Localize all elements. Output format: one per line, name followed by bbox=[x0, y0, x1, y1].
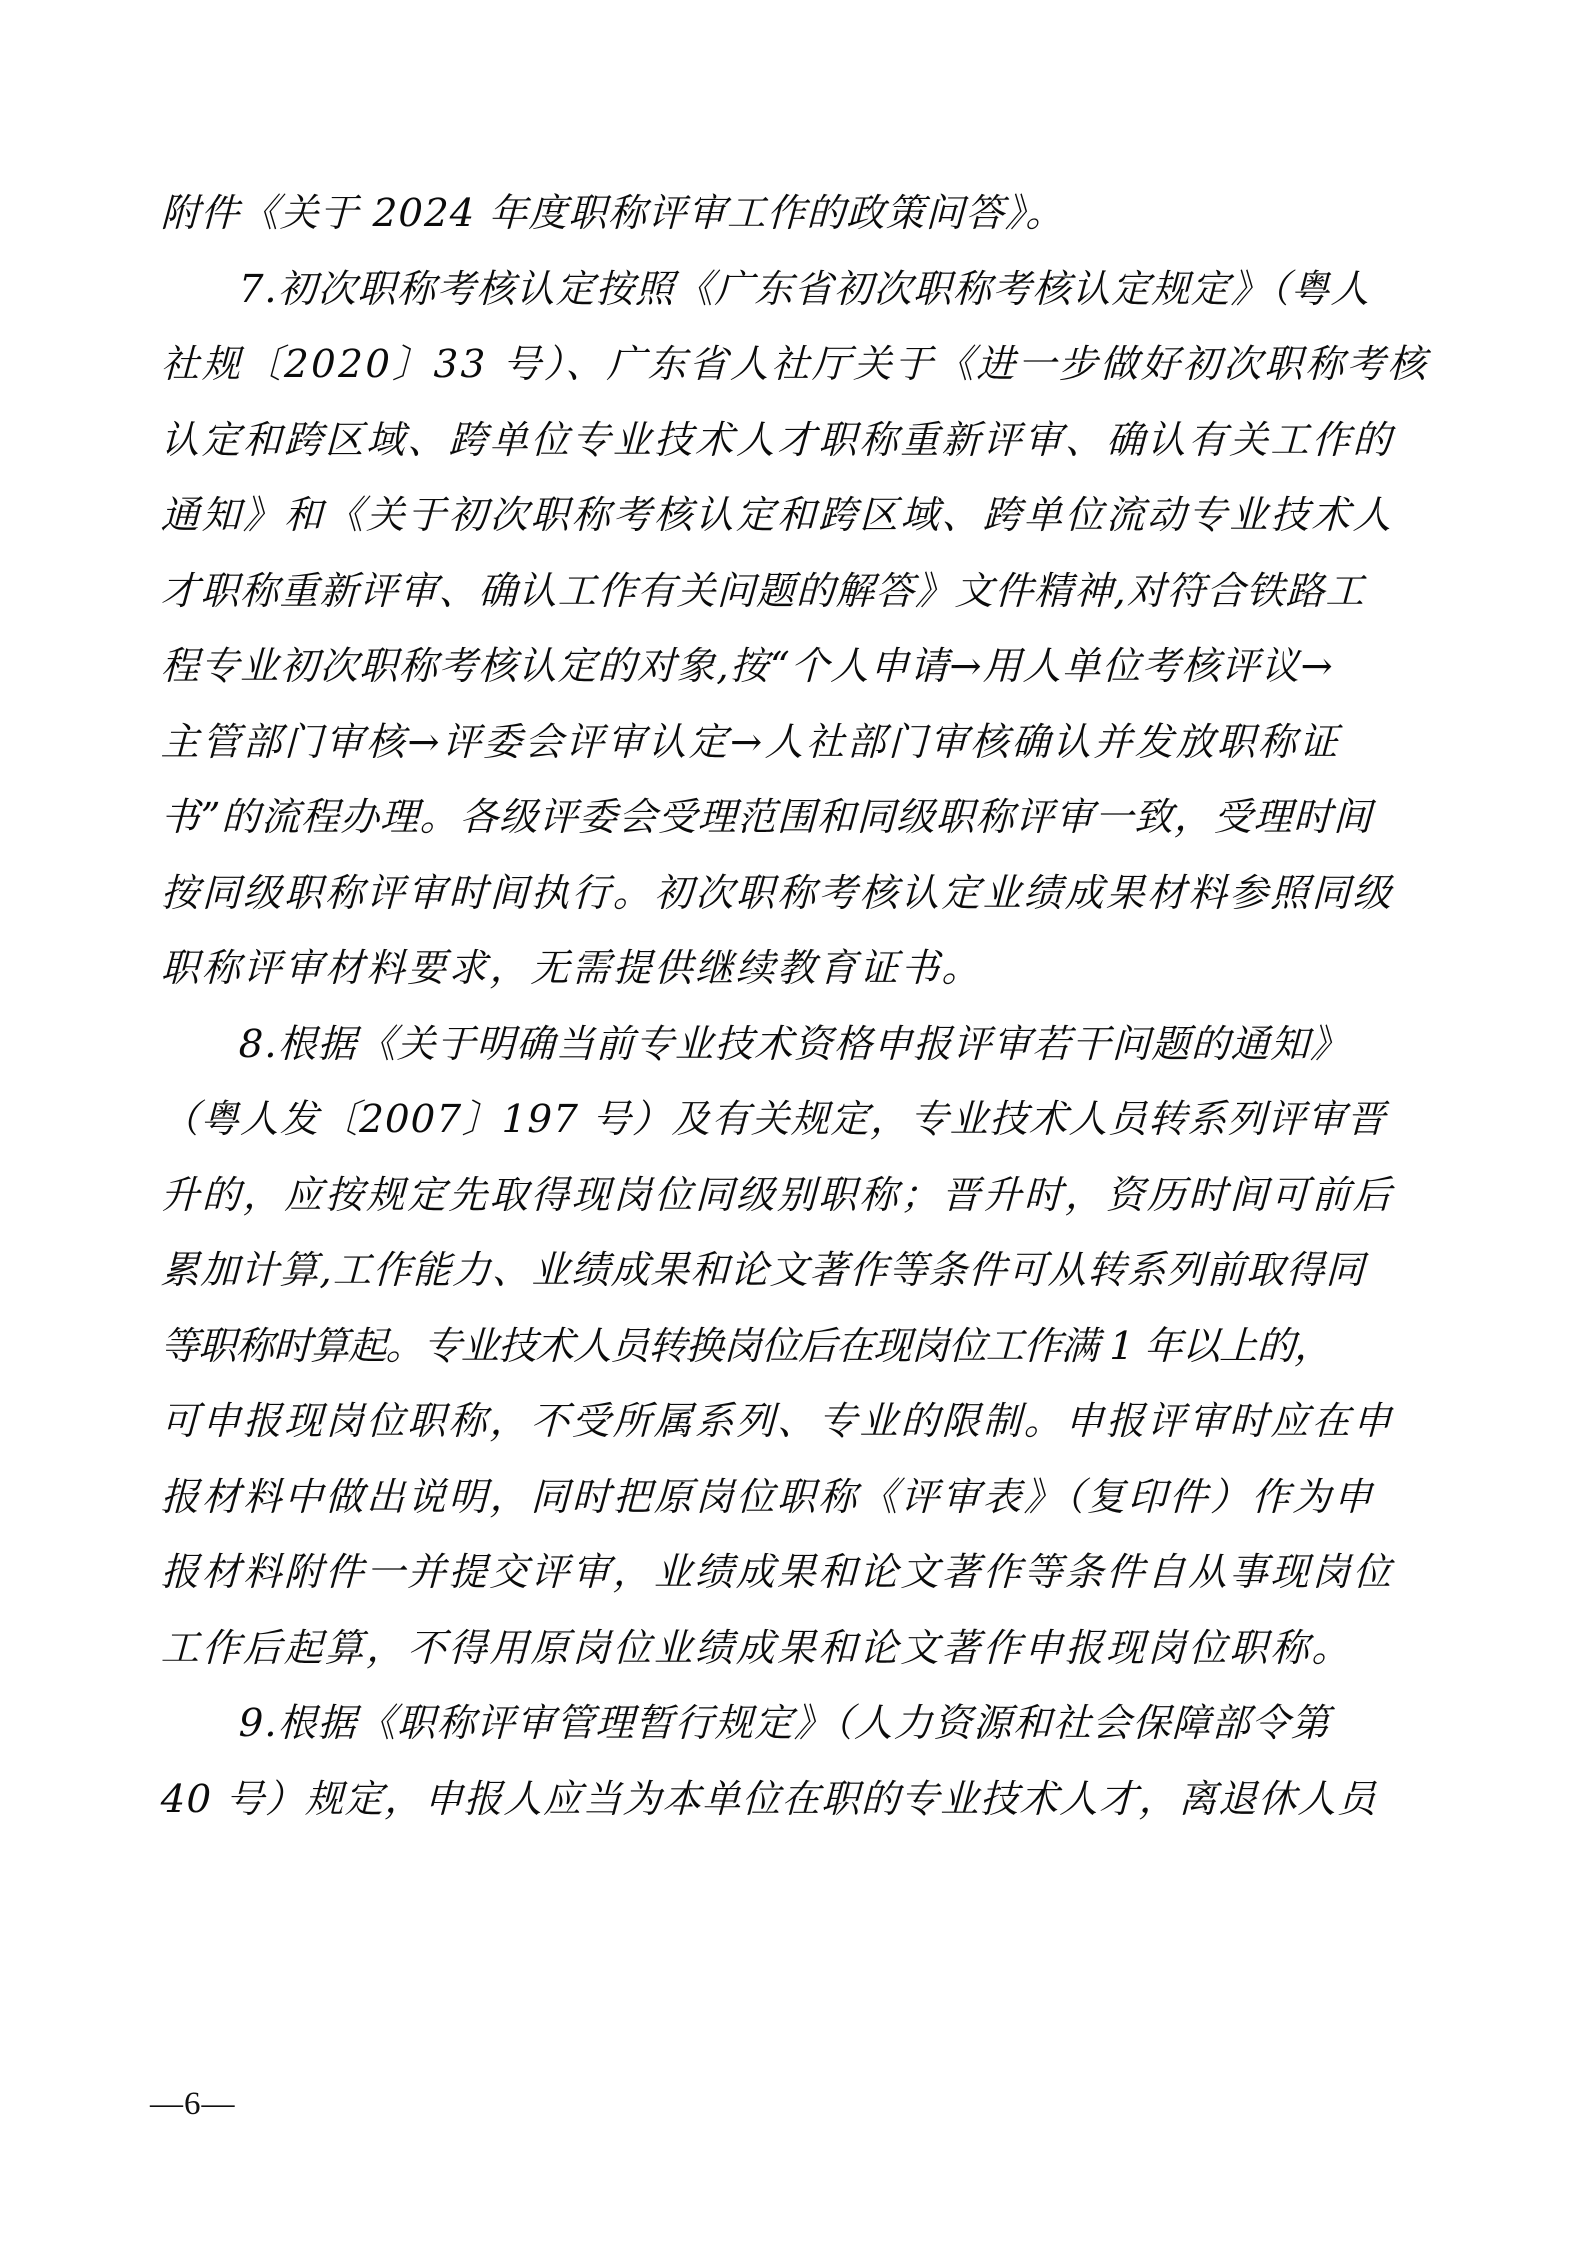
text-line-6: 才职称重新评审、确认工作有关问题的解答》文件精神,对符合铁路工 bbox=[160, 568, 1366, 614]
text-line-11: 职称评审材料要求，无需提供继续教育证书。 bbox=[160, 946, 984, 991]
text-line-4: 认定和跨区域、跨单位专业技术人才职称重新评审、确认有关工作的 bbox=[160, 417, 1395, 463]
text-line-20: 工作后起算，不得用原岗位业绩成果和论文著作申报现岗位职称。 bbox=[160, 1625, 1354, 1671]
page-number: —6— bbox=[150, 2086, 236, 2122]
text-line-5: 通知》和《关于初次职称考核认定和跨区域、跨单位流动专业技术人 bbox=[160, 493, 1395, 538]
text-line-12: 8.根据《关于明确当前专业技术资格申报评审若干问题的通知》 bbox=[238, 1021, 1351, 1067]
text-line-8: 主管部门审核→评委会评审认定→人社部门审核确认并发放职称证 bbox=[160, 719, 1341, 765]
text-line-7: 程专业初次职称考核认定的对象,按“个人申请→用人单位考核评议→ bbox=[160, 644, 1335, 689]
text-line-19: 报材料附件一并提交评审，业绩成果和论文著作等条件自从事现岗位 bbox=[160, 1550, 1395, 1595]
text-line-16: 等职称时算起。专业技术人员转换岗位后在现岗位工作满 1 年以上的， bbox=[160, 1323, 1333, 1369]
text-line-9: 书”的流程办理。各级评委会受理范围和同级职称评审一致，受理时间 bbox=[160, 795, 1374, 840]
text-line-1: 附件《关于 2024 年度职称评审工作的政策问答》。 bbox=[160, 191, 1066, 236]
text-line-2: 7.初次职称考核认定按照《广东省初次职称考核认定规定》（粤人 bbox=[238, 266, 1371, 312]
text-line-18: 报材料中做出说明，同时把原岗位职称《评审表》（复印件）作为申 bbox=[160, 1474, 1376, 1520]
text-line-13: （粤人发〔2007〕197 号）及有关规定，专业技术人员转系列评审晋 bbox=[160, 1097, 1387, 1142]
page-footer bbox=[0, 2086, 1587, 2123]
text-line-15: 累加计算,工作能力、业绩成果和论文著作等条件可从转系列前取得同 bbox=[160, 1248, 1366, 1293]
text-line-17: 可申报现岗位职称，不受所属系列、专业的限制。申报评审时应在申 bbox=[160, 1399, 1395, 1444]
text-line-22: 40 号）规定，申报人应当为本单位在职的专业技术人才，离退休人员 bbox=[160, 1776, 1378, 1822]
text-line-10: 按同级职称评审时间执行。初次职称考核认定业绩成果材料参照同级 bbox=[160, 870, 1395, 916]
document-body bbox=[160, 176, 1430, 1837]
text-line-21: 9.根据《职称评审管理暂行规定》（人力资源和社会保障部令第 bbox=[238, 1701, 1332, 1746]
text-line-3: 社规〔2020〕33 号）、广东省人社厅关于《进一步做好初次职称考核 bbox=[160, 342, 1430, 387]
text-line-14: 升的，应按规定先取得现岗位同级别职称；晋升时，资历时间可前后 bbox=[160, 1172, 1395, 1218]
